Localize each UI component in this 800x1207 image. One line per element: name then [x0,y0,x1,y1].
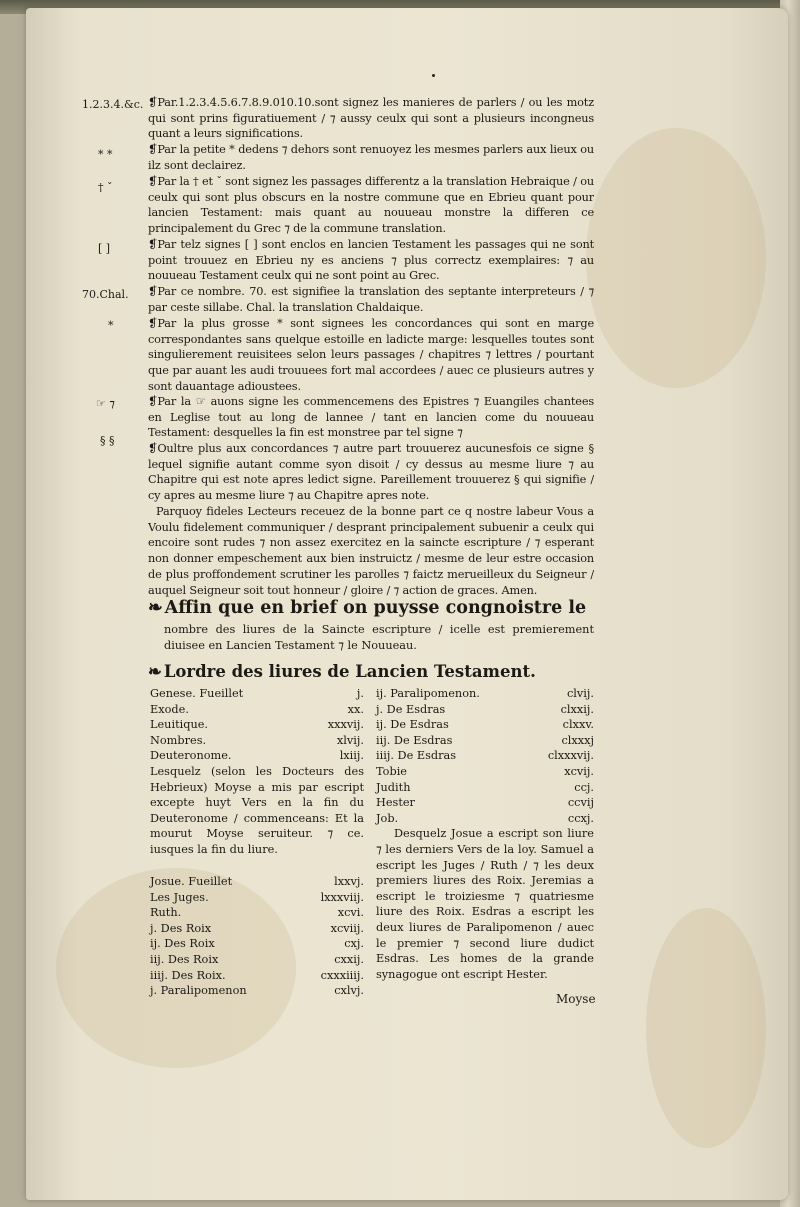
paragraph: ❡Par telz signes [ ] sont enclos en lancien Testament les passages qui ne sont point trouuez en Ebrieu ny es anciens ⁊ plus correctz exemplaires: ⁊ au nouueau Testament ceulx qui ne sont point au Grec. [148,238,594,283]
book-name: ij. Des Roix [150,937,215,951]
left-note: Lesquelz (selon les Docteurs des Hebrieux) Moyse a mis par escript excepte huyt Vers en la fin du Deuteronome / commenceans: Et la mourut Moyse seruiteur. ⁊ ce. iusques la fin du liure. [150,764,364,856]
folio-number: cxxxiiij. [320,968,364,982]
book-name: Leuitique. [150,718,209,732]
book-entry [376,702,594,718]
fleuron-icon: ❧ [148,662,162,681]
book-name: iiij. De Esdras [376,749,457,763]
book-entry [376,717,594,733]
book-entry [376,780,594,796]
margin-note: ☞ ⁊ [96,397,115,410]
book-list-left-top [150,686,364,858]
paper-stain [646,908,766,1148]
margin-note: 1.2.3.4.&c. [82,98,144,111]
book-name: iij. Des Roix [150,952,219,966]
paragraph: ❡Par la † et ˇ sont signez les passages differentz a la translation Hebraique / ou ceulx qui sont plus obscurs en la nostre commune que en Ebrieu quant pour lancien Testament: mais quant au nouueau monstre la differen ce principalement du Grec ⁊ de la commune translation. [148,175,594,236]
book-name: Tobie [376,764,407,778]
paragraph: ❡Par la plus grosse * sont signees les concordances qui sont en marge correspondantes sans quelque estoille en ladicte marge: lesquelles toutes sont singulierement reuisitees selon leurs passages / chapitres ⁊ lettres / pourtant que par auant les audi trouuees fort mal accordees / auec ce plusieurs autres y sont dauantage adioustees. [148,317,594,393]
folio-number: xx. [347,702,364,716]
book-name: ij. Paralipomenon. [376,687,480,700]
intro-text-block [148,95,594,598]
book-entry [150,748,364,764]
book-entry [150,952,364,968]
book-entry [376,811,594,827]
paragraph: ❡Par ce nombre. 70. est signifiee la translation des septante interpreteurs / ⁊ par ceste sillabe. Chal. la translation Chaldaique. [148,285,594,314]
folio-number: xcvij. [564,764,594,778]
heading-subtext: nombre des liures de la Saincte escripture / icelle est premierement diuisee en Lancien Testament ⁊ le Nouueau. [164,623,594,652]
margin-note: § § [100,434,115,447]
heading-text: Affin que en brief on puysse congnoistre le [164,598,587,618]
book-list-right [376,686,594,982]
book-entry [150,702,364,718]
book-entry [376,686,594,702]
paragraph: Parquoy fideles Lecteurs receuez de la bonne part ce q nostre labeur Vous a Voulu fidelement communiquer / desprant principalement subuenir a ceulx qui encoire sont rudes ⁊ non assez exercitez en la saincte escripture / ⁊ esperant non donner empeschement aux bien instruictz / mesme de leur estre occasion de plus proffondement scrutiner les parolles ⁊ faictz merueilleux du Seigneur / auquel Seigneur soit tout honneur / gloire / ⁊ action de graces. Amen. [148,505,594,597]
book-entry [376,764,594,780]
paragraph: ❡Par.1.2.3.4.5.6.7.8.9.010.10.sont signez les manieres de parlers / ou les motz qui sont prins figuratiuement / ⁊ aussy ceulx qui sont a plusieurs incongneus quant a leurs significations. [148,96,594,141]
book-entry [150,905,364,921]
list-heading [148,662,598,681]
book-entry [150,686,364,702]
book-entry [150,890,364,906]
folio-number: lxiij. [339,749,364,763]
book-name: Deuteronome. [150,749,232,763]
book-name: Josue. Fueillet [150,875,233,888]
folio-number: ccxj. [567,811,594,825]
section-heading [148,598,598,618]
folio-number: clvij. [566,687,594,700]
book-name: j. Des Roix [150,921,212,935]
paragraph: ❡Par la ☞ auons signe les commencemens des Epistres ⁊ Euangiles chantees en Leglise tout au long de lannee / tant en lancien come du nouueau Testament: desquelles la fin est monstree par tel signe ⁊ [148,395,594,440]
book-entry [150,983,364,999]
book-name: Job. [376,811,399,825]
folio-number: xlvij. [336,733,364,747]
book-entry [150,968,364,984]
book-entry [150,921,364,937]
book-entry [376,733,594,749]
folio-number: j. [356,687,364,700]
folio-number: clxxij. [560,702,594,716]
book-entry [150,733,364,749]
folio-number: clxxxvij. [547,749,594,763]
book-entry [150,936,364,952]
book-name: Judith [376,780,411,794]
folio-number: clxxv. [562,718,594,732]
margin-note: † ˇ [98,181,113,194]
book-entry [376,748,594,764]
folio-number: xcvi. [337,906,364,920]
right-note: Desquelz Josue a escript son liure ⁊ les derniers Vers de la loy. Samuel a escript les Juges / Ruth / ⁊ les deux premiers liures des Roix. Jeremias a escript le troiziesme ⁊ quatriesme liure des Roix. Esdras a escript les deux liures de Paralipomenon / auec le premier ⁊ second liure dudict Esdras. Les homes de la grande synagogue ont escript Hester. [376,827,594,981]
folio-number: lxxvj. [334,875,364,888]
heading-text: Lordre des liures de Lancien Testament. [163,662,536,681]
book-name: iiij. Des Roix. [150,968,226,982]
book-name: Les Juges. [150,890,209,904]
folio-number: cxlvj. [334,984,364,998]
folio-number: xcviij. [330,921,364,935]
book-name: Genese. Fueillet [150,687,244,700]
folio-number: cxxij. [334,952,364,966]
folio-number: ccj. [574,780,594,794]
margin-note: [ ] [98,242,111,255]
folio-number: lxxxviij. [320,890,364,904]
fleuron-icon: ❧ [148,598,163,618]
folio-number: clxxxj [561,733,594,747]
folio-number: cxj. [344,937,364,951]
folio-number: ccvij [567,796,594,810]
margin-note: * * [98,148,113,161]
book-name: iij. De Esdras [376,733,453,747]
book-name: Ruth. [150,906,182,920]
margin-note: 70.Chal. [82,288,129,301]
book-entry [376,795,594,811]
book-name: Nombres. [150,733,207,747]
folio-number: xxxvij. [327,718,364,732]
book-name: Hester [376,796,415,810]
paper-stain [586,128,766,388]
book-entry [150,717,364,733]
book-name: Exode. [150,702,189,716]
book-name: j. De Esdras [376,702,446,716]
book-list-left-bottom [150,874,364,999]
book-name: ij. De Esdras [376,718,449,732]
paragraph: ❡Oultre plus aux concordances ⁊ autre part trouuerez aucunesfois ce signe § lequel signifie autant comme syon disoit / cy dessus au mesme liure ⁊ au Chapitre qui est note apres ledict signe. Pareillement trouuerez § qui signifie / cy apres au mesme liure ⁊ au Chapitre apres note. [148,442,594,503]
margin-note: * [108,319,114,332]
paragraph: ❡Par la petite * dedens ⁊ dehors sont renuoyez les mesmes parlers aux lieux ou ilz sont declairez. [148,143,594,172]
catchword: Moyse [556,992,596,1006]
ink-speck [432,74,435,77]
book-entry [150,874,364,890]
book-name: j. Paralipomenon [150,984,247,998]
